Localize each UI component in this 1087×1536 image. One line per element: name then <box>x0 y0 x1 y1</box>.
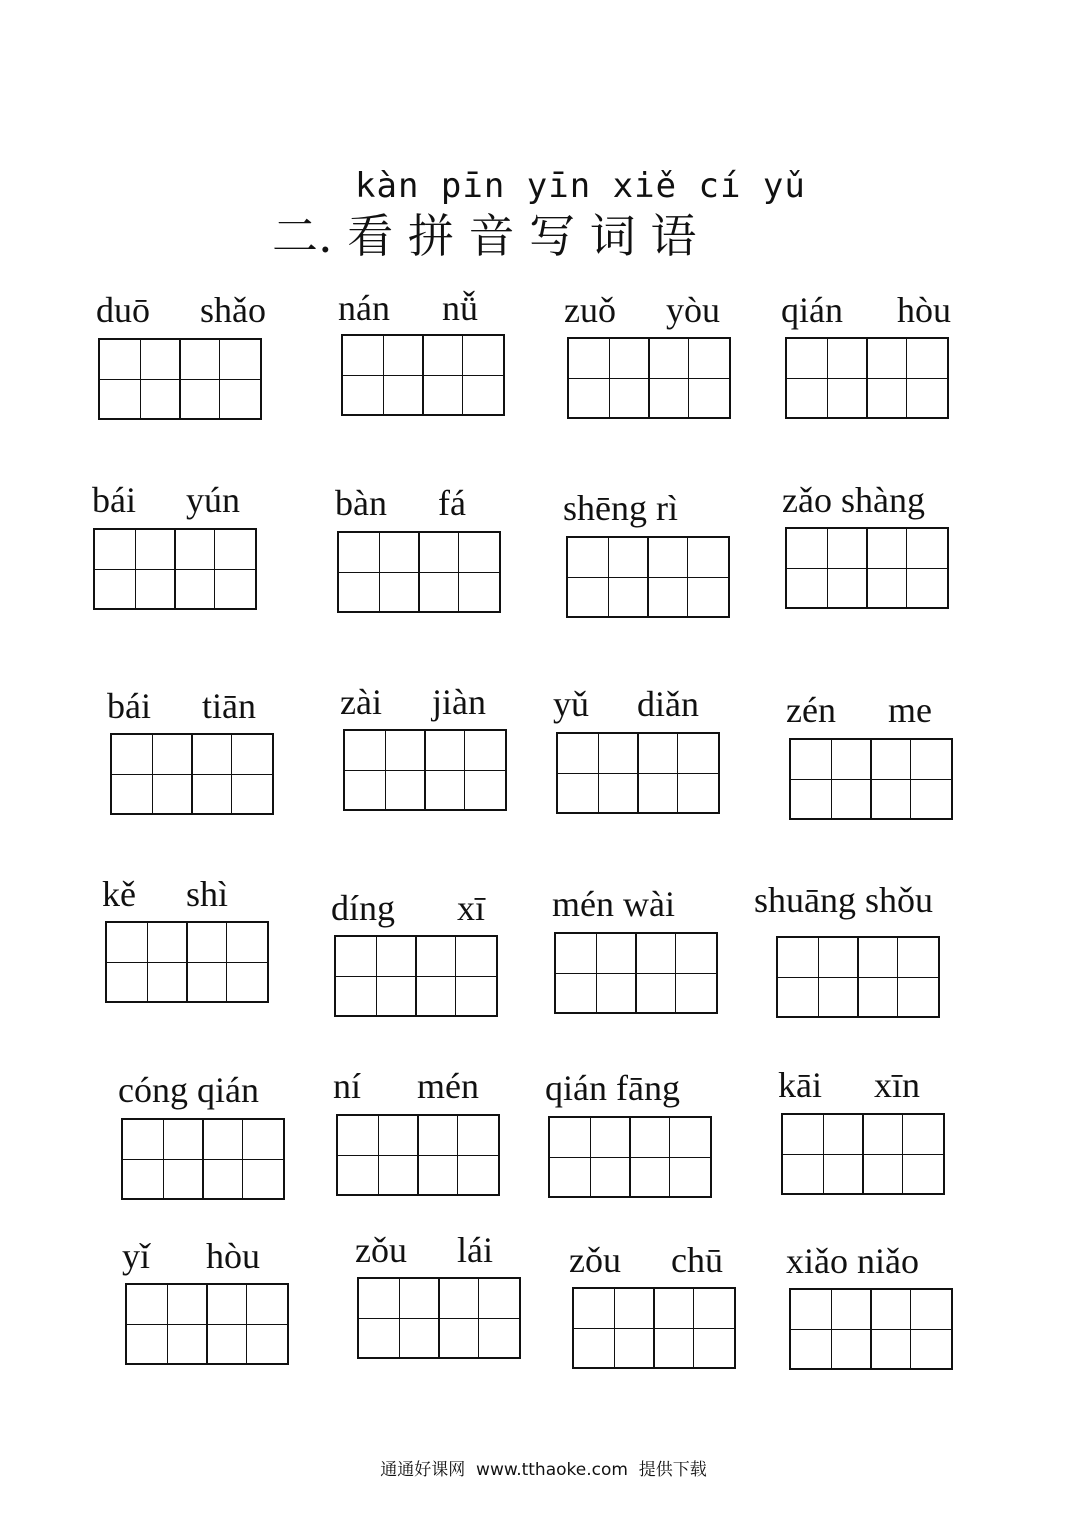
pinyin-label: zài <box>340 682 382 722</box>
writing-grid[interactable] <box>341 334 505 416</box>
pinyin-label: shuāng shǒu <box>754 880 933 920</box>
pinyin-label: yòu <box>666 290 720 330</box>
pinyin-label: jiàn <box>432 682 486 722</box>
pinyin-label: me <box>888 690 932 730</box>
pinyin-label: xiǎo niǎo <box>786 1241 919 1281</box>
writing-grid[interactable] <box>121 1118 285 1200</box>
pinyin-label: shǎo <box>200 290 266 330</box>
writing-grid[interactable] <box>556 732 720 814</box>
pinyin-label: kě <box>102 874 136 914</box>
pinyin-label: lái <box>457 1230 493 1270</box>
writing-grid[interactable] <box>785 337 949 419</box>
pinyin-label: nǚ <box>442 288 478 328</box>
pinyin-label: mén <box>417 1066 479 1106</box>
pinyin-label: duō <box>96 290 150 330</box>
pinyin-label: bái <box>107 686 151 726</box>
writing-grid[interactable] <box>554 932 718 1014</box>
writing-grid[interactable] <box>789 1288 953 1370</box>
pinyin-label: díng <box>331 888 396 928</box>
writing-grid[interactable] <box>93 528 257 610</box>
footer-credit: 通通好课网 www.tthaoke.com 提供下载 <box>380 1460 707 1480</box>
pinyin-label: bái <box>92 480 136 520</box>
writing-grid[interactable] <box>776 936 940 1018</box>
pinyin-label: yǐ <box>122 1236 151 1276</box>
pinyin-label: xīn <box>874 1065 921 1105</box>
page-title: 二. 看 拼 音 写 词 语 <box>272 209 697 263</box>
pinyin-label: qián <box>781 290 843 330</box>
pinyin-label: cóng qián <box>118 1070 259 1110</box>
pinyin-label: zuǒ <box>564 290 616 330</box>
pinyin-label: chū <box>671 1240 723 1280</box>
pinyin-label: ní <box>333 1066 362 1106</box>
writing-grid[interactable] <box>357 1277 521 1359</box>
pinyin-label: zǒu <box>355 1230 407 1270</box>
writing-grid[interactable] <box>567 337 731 419</box>
writing-grid[interactable] <box>785 527 949 609</box>
writing-grid[interactable] <box>781 1113 945 1195</box>
pinyin-label: bàn <box>335 483 387 523</box>
pinyin-label: qián fāng <box>545 1068 680 1108</box>
pinyin-label: shì <box>186 874 229 914</box>
writing-grid[interactable] <box>572 1287 736 1369</box>
pinyin-label: hòu <box>206 1236 260 1276</box>
writing-grid[interactable] <box>548 1116 712 1198</box>
writing-grid[interactable] <box>125 1283 289 1365</box>
writing-grid[interactable] <box>566 536 730 618</box>
pinyin-label: zén <box>786 690 836 730</box>
pinyin-label: nán <box>338 288 390 328</box>
pinyin-label: diǎn <box>637 684 699 724</box>
writing-grid[interactable] <box>110 733 274 815</box>
writing-grid[interactable] <box>98 338 262 420</box>
writing-grid[interactable] <box>336 1114 500 1196</box>
writing-grid[interactable] <box>334 935 498 1017</box>
writing-grid[interactable] <box>105 921 269 1003</box>
pinyin-label: xī <box>457 888 486 928</box>
writing-grid[interactable] <box>343 729 507 811</box>
pinyin-label: shēng rì <box>563 488 678 528</box>
pinyin-label: hòu <box>897 290 951 330</box>
pinyin-label: zǎo shàng <box>782 480 925 520</box>
pinyin-label: yún <box>186 480 240 520</box>
pinyin-label: mén wài <box>552 884 675 924</box>
pinyin-label: zǒu <box>569 1240 621 1280</box>
pinyin-label: tiān <box>202 686 256 726</box>
writing-grid[interactable] <box>789 738 953 820</box>
pinyin-label: kāi <box>778 1065 822 1105</box>
title-pinyin: kàn pīn yīn xiě cí yǔ <box>355 166 806 206</box>
writing-grid[interactable] <box>337 531 501 613</box>
pinyin-label: fá <box>438 483 466 523</box>
pinyin-label: yǔ <box>553 684 589 724</box>
